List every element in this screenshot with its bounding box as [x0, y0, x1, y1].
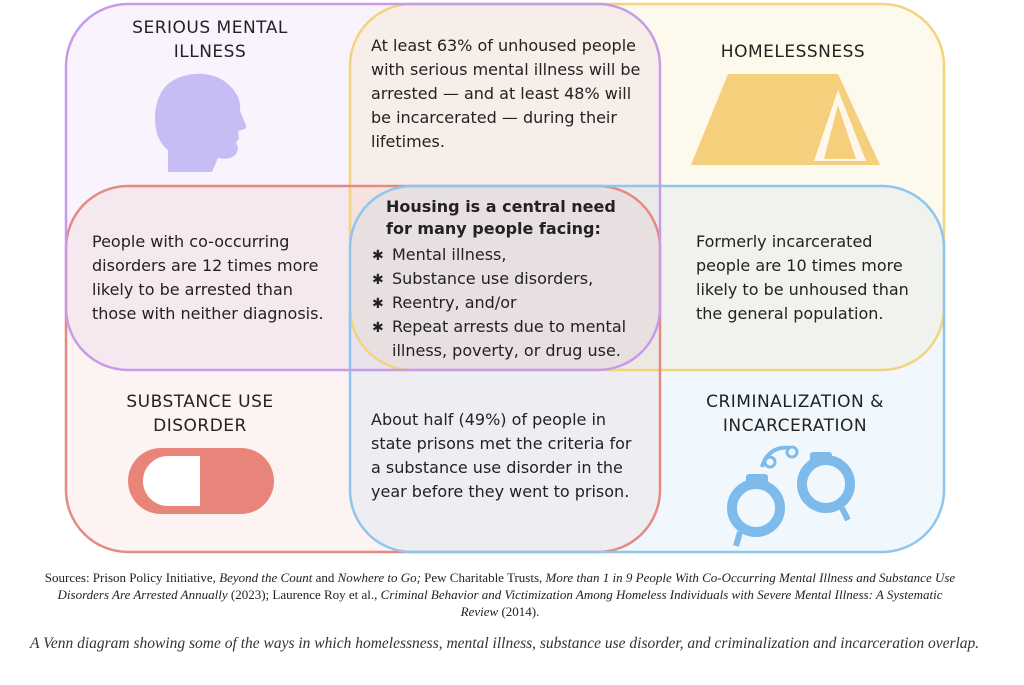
homelessness-title: [693, 40, 893, 64]
list-item: [370, 267, 655, 291]
asterisk-bullet-icon: ✱: [372, 248, 384, 264]
text-line: lifetimes.: [371, 132, 445, 151]
text-line: arrested — and at least 48% will: [371, 84, 632, 103]
heading-line: for many people facing:: [386, 219, 601, 238]
sources-text: (2023); Laurence Roy et al.,: [227, 587, 381, 602]
text-line: Formerly incarcerated: [696, 232, 873, 251]
title-line: CRIMINALIZATION &: [706, 392, 884, 412]
sources-title: Criminal Behavior and Victimization Among Homeless Individuals with Severe Mental Illness: A Systematic Review: [380, 587, 943, 619]
text-line: About half (49%) of people in: [371, 410, 607, 429]
title-line: INCARCERATION: [722, 416, 868, 436]
list-item-text: illness, poverty, or drug use.: [392, 341, 621, 360]
text-line: year before they went to prison.: [371, 482, 630, 501]
title-line: HOMELESSNESS: [720, 42, 866, 62]
mental-homeless-overlap-text: [371, 34, 661, 154]
serious-mental-illness-title: [110, 16, 310, 64]
mental-substance-overlap-text: [92, 230, 342, 326]
list-item-text: Substance use disorders,: [392, 269, 594, 288]
title-line: ILLNESS: [173, 42, 247, 62]
center-heading: [370, 196, 655, 240]
text-line: At least 63% of unhoused people: [371, 36, 636, 55]
text-line: the general population.: [696, 304, 884, 323]
text-line: likely to be arrested than: [92, 280, 293, 299]
pill-capsule-icon: [128, 448, 274, 514]
center-overlap: [370, 196, 655, 363]
list-item-text: Repeat arrests due to mental: [392, 317, 627, 336]
list-item: [370, 243, 655, 267]
title-line: SUBSTANCE USE: [126, 392, 274, 412]
substance-use-disorder-title: [100, 390, 300, 438]
center-list: [370, 243, 655, 363]
title-line: SERIOUS MENTAL: [132, 18, 288, 38]
list-item: [370, 315, 655, 363]
text-line: likely to be unhoused than: [696, 280, 909, 299]
text-line: People with co-occurring: [92, 232, 290, 251]
substance-criminal-overlap-text: [371, 408, 651, 504]
sources-text: and: [312, 570, 338, 585]
text-line: be incarcerated — during their: [371, 108, 617, 127]
list-item-text: Reentry, and/or: [392, 293, 517, 312]
sources-text: (2014).: [498, 604, 540, 619]
asterisk-bullet-icon: ✱: [372, 272, 384, 288]
sources-note: [40, 569, 960, 620]
heading-line: Housing is a central need: [386, 197, 616, 216]
text-line: state prisons met the criteria for: [371, 434, 632, 453]
sources-title: Nowhere to Go;: [337, 570, 421, 585]
figure-caption: A Venn diagram showing some of the ways in which homelessness, mental illness, substance use disorder, and criminalization and incarceration overlap.: [30, 635, 980, 652]
list-item-text: Mental illness,: [392, 245, 507, 264]
list-item: [370, 291, 655, 315]
criminalization-incarceration-title: [680, 390, 910, 438]
text-line: disorders are 12 times more: [92, 256, 319, 275]
title-line: DISORDER: [153, 416, 247, 436]
text-line: with serious mental illness will be: [371, 60, 641, 79]
asterisk-bullet-icon: ✱: [372, 320, 384, 336]
homeless-criminal-overlap-text: [696, 230, 936, 326]
sources-text: Sources: Prison Policy Initiative,: [44, 570, 220, 585]
sources-text: Pew Charitable Trusts,: [420, 570, 546, 585]
text-line: a substance use disorder in the: [371, 458, 623, 477]
asterisk-bullet-icon: ✱: [372, 296, 384, 312]
text-line: people are 10 times more: [696, 256, 903, 275]
text-line: those with neither diagnosis.: [92, 304, 324, 323]
sources-title: More than 1 in 9 People With Co-Occurring Mental Illness and Substance Use Disorders Are Arrested Annually: [57, 570, 956, 602]
sources-title: Beyond the Count: [219, 570, 313, 585]
